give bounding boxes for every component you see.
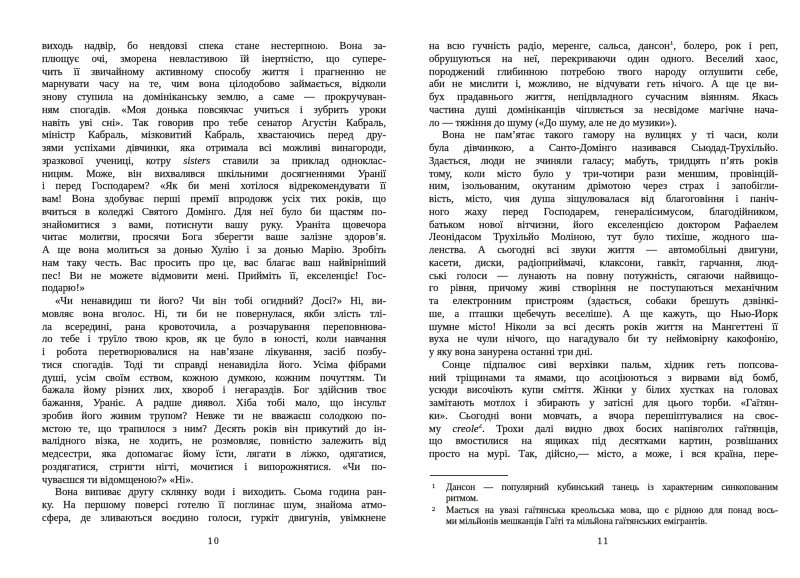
text-line: і робота перетворювалися на нав’язане лікування, засіб позбу- (42, 347, 386, 358)
text-line: бажала йому різних лих, хвороб і негараздів. Бог здійснив твоє (42, 385, 386, 397)
footnote (429, 506, 778, 529)
text-line: му creole$^2$. Трохи далі видно двох босих напівголих гаїтянців, (429, 423, 778, 435)
page-left-text (42, 41, 386, 526)
text-line: знайомитися з вами, потиснути вашу руку. Ураніта щовечора (42, 219, 386, 231)
text-line: Вона випиває другу склянку води і виходить. Сьома година ран- (55, 487, 386, 499)
footnotes-container (429, 483, 778, 528)
text-line: касети, диски, радіоприймачі, клаксони, гавкіт, гарчання, люд- (429, 257, 778, 269)
text-line: у яку вона занурена останні три дні. (429, 347, 593, 358)
text-line: виходь надвір, бо невдовзі спека стане нестерпною. Вона за- (42, 41, 386, 52)
text-line: ки». Сьогодні вони мовчать, а вчора перешіптувалися на своє- (429, 410, 778, 422)
text-line: роздягатися, стригти нігті, мочитися і випорожнятися. «Чи по- (42, 461, 386, 473)
footnote-marker: 2 (432, 505, 436, 513)
text-line: міністр Кабраль, мізковитий Кабраль, хвастаючись перед дру- (42, 130, 386, 142)
text-line: шумне місто! Ніколи за всі десять років життя на Мангеттені її (429, 321, 778, 333)
text-line: тися спогадів. Тоді ти справді ненавиділа його. Усіма фібрами (42, 359, 386, 371)
text-line: плющує очі, зморена невластивою їй інертністю, що супере- (42, 53, 386, 65)
footnote-line: Дансон — популярний кубинський танець із характерним синкопованим (446, 483, 778, 493)
text-line: душі, усім своїм єством, кожною думкою, кожним почуттям. Ти (42, 372, 386, 384)
text-line: Леонідасом Трухільйо Моліною, тут було тихіше, жодного ша- (429, 232, 778, 244)
text-line: марнувати часу на те, чим вона цілодобово займається, відколи (42, 79, 386, 91)
text-line: го рівня, причому живі створіння не поступаються механічним (429, 283, 778, 295)
text-line: породжений глибинною потребою твого народу оглушити себе, (429, 66, 778, 78)
text-line: зями успіхами дівчинки, яка отримала всі можливі винагороди, (42, 143, 386, 154)
text-line: знову ступила на домініканську землю, а саме — прокручуван- (42, 92, 386, 103)
text-line: ло тебе і труїло твою кров, як це було в юності, коли навчання (42, 334, 386, 346)
text-line: ло — тяжіння до шуму («До шуму, але не до музики»). (429, 117, 677, 129)
text-line: Здається, люди не зчиняли галасу; мабуть, тридцять п’ять років (429, 155, 778, 167)
text-line: ше, а пташки щебечуть веселіше). А ще кажуть, що Нью-Йорк (429, 308, 778, 320)
page-number-right: 11 (597, 537, 610, 547)
text-line: валідного візка, не ходить, не розмовляє, повністю залежить від (42, 436, 386, 448)
text-line: сфера, де зливаються воєдино голоси, гуркіт двигунів, увімкнене (42, 512, 386, 524)
text-line: ний тріщинами та ямами, що асоціюються з вирвами від бомб, (429, 372, 778, 384)
text-line: мстою те, що трапилося з ним? Десять років він прикутий до ін- (42, 423, 386, 435)
text-line: ням спогадів. «Моя донька повсякчас учиться і зубрить уроки (42, 104, 386, 116)
text-line: ські голоси — лунають на повну потужність, сягаючи найвищо- (429, 270, 778, 282)
text-line: Сонце підпалює сиві верхівки пальм, хідник геть попсова- (442, 359, 778, 371)
page-right-text (429, 41, 778, 462)
text-line: бажання, Ураніє. А радше диявол. Хіба тобі мало, що інсульт (42, 398, 386, 409)
text-line: вість, місто, чия душа зіщулювалася від благоговіння і паніч- (429, 194, 778, 205)
text-line: ного жаху перед Господарем, генералісимусом, благодійником, (429, 206, 778, 218)
text-line: пес! Ви не можете відмовити мені. Прийміть її, екселенціє! Гос- (42, 270, 386, 282)
text-line: бух прадавнього життя, непідвладного сучасним віянням. Якась (429, 92, 778, 103)
text-line: Вона не пам’ятає такого гамору на вулицях у ті часи, коли (442, 130, 778, 142)
text-line: вчиться в коледжі Святого Домінго. Для неї було би щастям по- (42, 206, 386, 218)
text-line: тому, коли місто було у три-чотири рази меншим, провінцій- (429, 168, 778, 180)
text-line: аби не мислити і, можливо, не відчувати геть нічого. А ще це ви- (429, 79, 778, 91)
footnote-marker: 1 (432, 483, 436, 490)
text-line: читає молитви, просячи Бога зберегти ваше залізне здоров’я. (42, 232, 386, 244)
text-line: частина душі домініканців чіпляється за несвідоме магічне нача- (429, 104, 778, 116)
text-line: ним, ізольованим, окутаним дрімотою через страх і запобігли- (429, 181, 778, 193)
text-line: подарю!» (42, 283, 85, 295)
text-line: ла всередині, рана кровоточила, а розчарування переповнюва- (42, 321, 386, 333)
page-number-left: 10 (207, 537, 221, 547)
text-line: вам! Вона здобуває перші премії впродовж усіх тих років, що (42, 194, 386, 205)
text-line: батьком нової вітчизни, його екселенцією доктором Рафаелем (429, 219, 778, 231)
text-line: чить її звичайному активному способу життя і прагненню не (42, 66, 386, 78)
text-line: що вмостилися на ящиках під десятками картин, розвішаних (429, 436, 778, 448)
text-line: замітають мотлох і збирають у затісні для цього торби. «Гаїтян- (429, 398, 778, 409)
text-line: зробив його живим трупом? Невже ти не вважаєш солодкою по- (42, 410, 386, 422)
text-line: обрушуються на неї, перекриваючи один одного. Веселий хаос, (429, 53, 778, 65)
page-left (42, 41, 386, 561)
text-line: медсестри, яка допомагає йому їсти, лягати в ліжко, одягатися, (42, 449, 386, 460)
page-right (429, 41, 778, 561)
text-line: ку. На першому поверсі готелю її поглинає шум, знайома атмо- (42, 500, 386, 511)
text-line: ленства. А сьогодні всі звуки життя — автомобільні двигуни, (429, 245, 778, 256)
text-line: просто на мурі. Так, дійсно,— місто, а може, і вся країна, пере- (429, 449, 778, 460)
text-line: «Чи ненавидиш ти його? Чи він тобі огидний? Досі?» Ні, ви- (55, 296, 386, 307)
text-line: на всю гучність радіо, меренге, сальса, дансон$^1$, болеро, рок і реп, (429, 41, 778, 52)
footnote-line: Мається на увазі гаїтянська креольська мова, що є рідною для понад вось- (446, 505, 778, 516)
text-line: нам таку честь. Вас просить про це, вас благає ваш найвірніший (42, 257, 386, 269)
text-line: навіть уві сні». Так говорив про тебе сенатор Агустін Кабраль, (42, 117, 386, 129)
text-line: усюди височіють купи сміття. Жінки у білих хустках на головах (429, 385, 778, 397)
text-line: ницям. Може, він вихвалявся шкільними досягненнями Уранії (42, 168, 386, 180)
text-line: А ще вона молиться за донью Хулію і за донью Марію. Зробіть (42, 245, 386, 256)
text-line: чуваєшся ти відомщеною?» «Ні». (42, 474, 194, 486)
text-line: і перед Господарем? «Як би мені хотілося відрекомендувати її (42, 181, 386, 193)
text-line: зразкової учениці, котру sisters ставили за приклад одноклас- (42, 155, 386, 167)
text-line: та електронним пристроям (здається, собаки брешуть дзвінкі- (429, 296, 778, 307)
text-line: була дівчинкою, а Санто-Домінго називався Сьюдад-Трухільйо. (429, 143, 778, 154)
text-line: мовляє вона вголос. Ні, ти би не повернулася, якби злість тлі- (42, 308, 386, 320)
text-line: вуха не чули нічого, що нагадувало би ту неймовірну какофонію, (429, 334, 778, 346)
footnote-separator (430, 475, 508, 476)
footnote (429, 483, 778, 506)
footnote-line: ми мільйонів мешканців Гаїті та мільйона гаїтянських емігрантів. (446, 516, 708, 527)
footnote-block (429, 475, 778, 528)
footnote-line: ритмом. (446, 494, 479, 505)
